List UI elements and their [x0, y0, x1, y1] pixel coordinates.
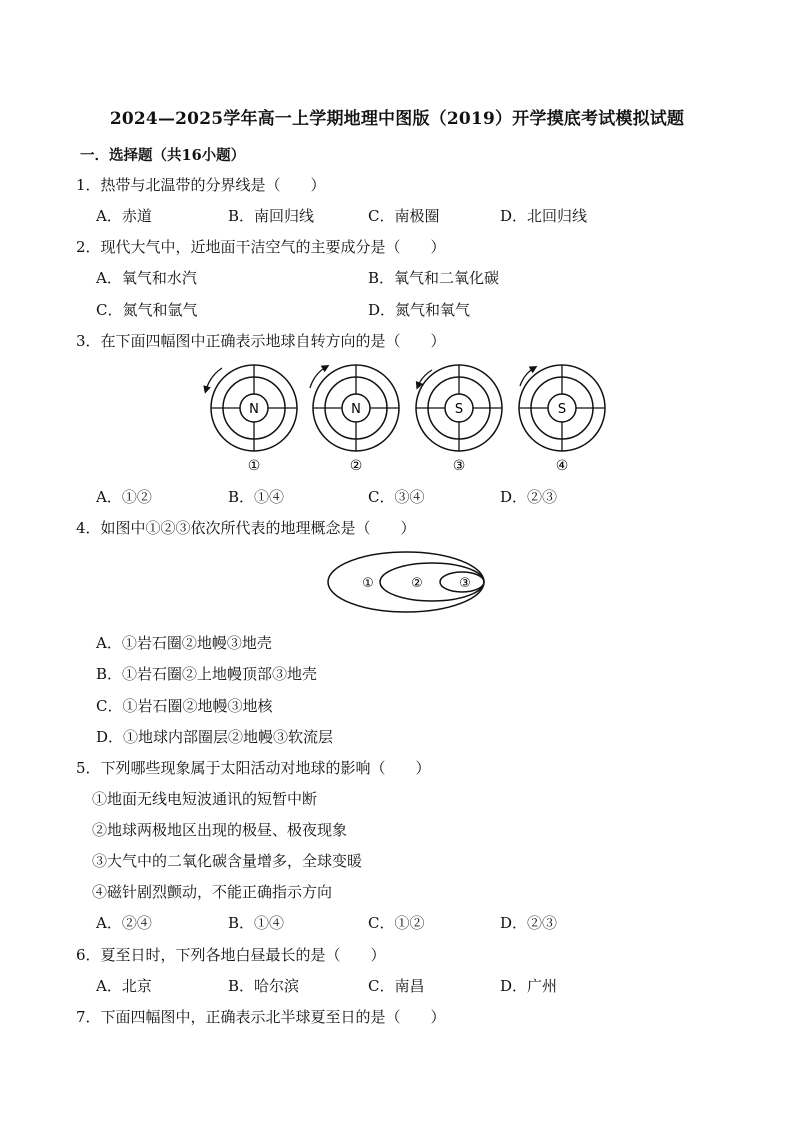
question-6-option-d[interactable]: D．广州: [500, 977, 558, 995]
question-1-option-a[interactable]: A．赤道: [96, 207, 152, 225]
earth-rotation-figure: [196, 358, 616, 476]
question-7-stem: 7．下面四幅图中，正确表示北半球夏至日的是（ ）: [76, 1008, 446, 1026]
globe-2: [310, 365, 399, 474]
globe-4-pole: S: [557, 402, 567, 417]
question-3-option-d[interactable]: D．②③: [500, 488, 558, 506]
question-5-statement-4: ④磁针剧烈颤动，不能正确指示方向: [92, 883, 333, 901]
question-2-option-a[interactable]: A．氧气和水汽: [96, 269, 197, 287]
question-5-statement-2: ②地球两极地区出现的极昼、极夜现象: [92, 821, 348, 839]
exam-title: 2024—2025学年高一上学期地理中图版（2019）开学摸底考试模拟试题: [109, 109, 685, 129]
question-3-option-b[interactable]: B．①④: [228, 488, 285, 506]
globe-4-label: ④: [555, 458, 569, 474]
question-4-stem: 4．如图中①②③依次所代表的地理概念是（ ）: [76, 519, 416, 537]
question-5-option-d[interactable]: D．②③: [500, 914, 558, 932]
question-1-option-d[interactable]: D．北回归线: [500, 207, 588, 225]
globe-4: [519, 365, 605, 474]
question-5-option-c[interactable]: C．①②: [368, 914, 425, 932]
globe-3: [416, 365, 502, 474]
question-5-stem: 5．下列哪些现象属于太阳活动对地球的影响（ ）: [76, 759, 431, 777]
question-4-option-c[interactable]: C．①岩石圈②地幔③地核: [96, 697, 273, 715]
question-6-option-a[interactable]: A．北京: [96, 977, 152, 995]
question-5-statement-1: ①地面无线电短波通讯的短暂中断: [92, 790, 318, 808]
question-4-option-a[interactable]: A．①岩石圈②地幔③地壳: [96, 634, 272, 652]
layer-label-1: ①: [362, 576, 374, 591]
question-1-stem: 1．热带与北温带的分界线是（ ）: [76, 176, 326, 194]
question-1-option-b[interactable]: B．南回归线: [228, 207, 315, 225]
question-3-option-a[interactable]: A．①②: [96, 488, 152, 506]
layer-label-3: ③: [459, 576, 471, 591]
globe-3-label: ③: [452, 458, 466, 474]
layer-label-2: ②: [411, 576, 423, 591]
question-5-statement-3: ③大气中的二氧化碳含量增多，全球变暖: [92, 852, 363, 870]
globe-2-label: ②: [349, 458, 363, 474]
globe-3-pole: S: [454, 402, 464, 417]
question-2-option-b[interactable]: B．氧气和二氧化碳: [368, 269, 500, 287]
question-1-option-c[interactable]: C．南极圈: [368, 207, 440, 225]
question-5-option-a[interactable]: A．②④: [96, 914, 152, 932]
question-5-option-b[interactable]: B．①④: [228, 914, 285, 932]
question-2-option-c[interactable]: C．氮气和氩气: [96, 301, 198, 319]
question-3-option-c[interactable]: C．③④: [368, 488, 425, 506]
question-4-option-d[interactable]: D．①地球内部圈层②地幔③软流层: [96, 728, 334, 746]
question-6-stem: 6．夏至日时，下列各地白昼最长的是（ ）: [76, 946, 386, 964]
question-4-option-b[interactable]: B．①岩石圈②上地幔顶部③地壳: [96, 665, 318, 683]
section-heading: 一．选择题（共16小题）: [80, 147, 246, 164]
question-3-stem: 3．在下面四幅图中正确表示地球自转方向的是（ ）: [76, 332, 446, 350]
globe-1-label: ①: [247, 458, 261, 474]
earth-layers-figure: [326, 551, 486, 615]
globe-1: [206, 365, 297, 474]
globe-1-pole: N: [249, 402, 259, 417]
question-6-option-b[interactable]: B．哈尔滨: [228, 977, 300, 995]
globe-2-pole: N: [351, 402, 361, 417]
question-2-stem: 2．现代大气中，近地面干洁空气的主要成分是（ ）: [76, 238, 446, 256]
question-6-option-c[interactable]: C．南昌: [368, 977, 425, 995]
question-2-option-d[interactable]: D．氮气和氧气: [368, 301, 471, 319]
